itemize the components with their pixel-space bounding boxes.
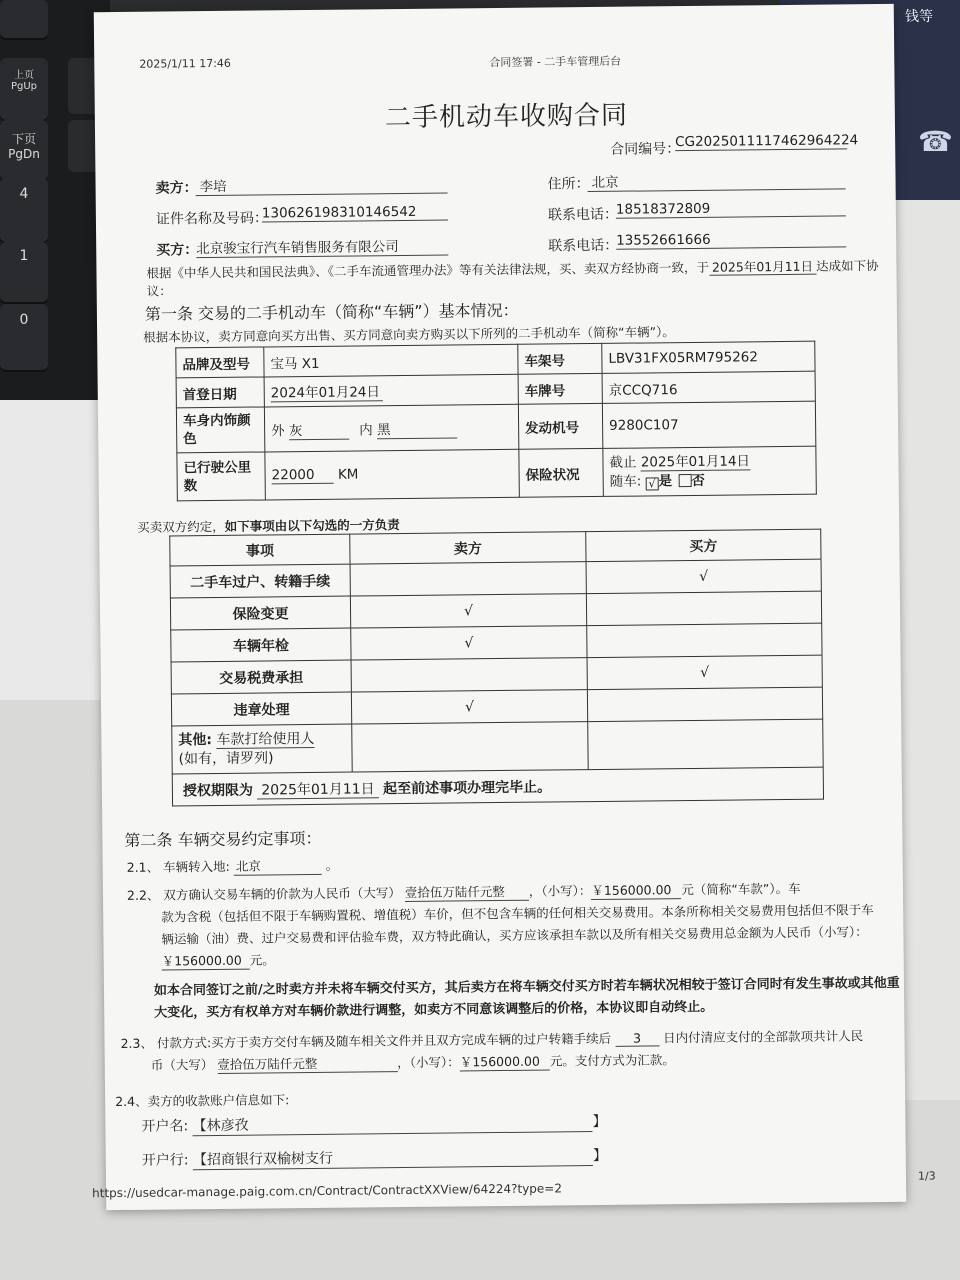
keyboard-key-4: 4 [0, 178, 48, 244]
bracket-open: 【 [192, 1118, 207, 1135]
buyer-phone-label: 联系电话： [548, 237, 619, 255]
color-label: 车身内饰颜色 [176, 407, 264, 453]
s21-row: 2.1、 车辆转入地: 北京 。 [126, 857, 339, 875]
s23-text-b: 日内付清应支付的全部款项共计人民 [663, 1028, 864, 1046]
s22-no: 2.2、 [126, 887, 160, 903]
mat-text-right: 钱等 [905, 9, 933, 25]
account-name-field [192, 1111, 592, 1136]
seller-name: 李培 [195, 173, 447, 197]
s22-upper: 壹拾伍万陆仟元整 [405, 882, 529, 902]
auth-tail: 起至前述事项办理完毕止。 [382, 778, 552, 797]
account-name-label: 开户名: [141, 1118, 189, 1135]
contract-no: CG2025011117462964224 [675, 132, 859, 151]
keyboard-key-0: 0 [0, 304, 48, 372]
keyboard-key-1: 1 [0, 242, 48, 304]
with-car-label: 随车: [609, 473, 642, 490]
seller-phone-label: 联系电话： [547, 206, 618, 224]
s23-text-c: 币（大写） [150, 1057, 214, 1073]
keyboard-key-pgdn: 下页 PgDn [0, 120, 48, 182]
s23-amount: ￥156000.00 [460, 1052, 550, 1072]
col-item-header: 事项 [170, 534, 350, 566]
color-cell [264, 404, 518, 452]
article-1-intro: 根据本协议，卖方同意向买方出售、买方同意向卖方购买以下所列的二手机动车（简称“车辆”）。 [143, 324, 675, 345]
col-seller-header: 卖方 [350, 532, 586, 564]
other-hint: (如有，请罗列) [178, 749, 274, 767]
vin-label: 车架号 [518, 343, 602, 374]
page-number: 1/3 [917, 1169, 936, 1183]
duties-table [169, 529, 824, 807]
bank-name: 招商银行双榆树支行 [206, 1150, 334, 1169]
insurance-until-row [609, 451, 809, 472]
mileage-label: 已行驶公里数 [177, 452, 265, 501]
print-site-title: 合同签署 - 二手车管理后台 [489, 54, 622, 70]
duty-item: 交易税费承担 [171, 660, 351, 694]
preamble-text-c: 议： [146, 283, 172, 299]
seller-id-no: 130626198310146542 [262, 204, 448, 223]
ext-color-prefix: 外 [271, 422, 285, 439]
seller-phone: 18518372809 [616, 199, 846, 218]
bracket-close: 】 [592, 1147, 608, 1165]
s23-days: 3 [615, 1030, 659, 1046]
duty-item: 车辆年检 [171, 628, 351, 662]
mileage-unit: KM [337, 466, 359, 483]
engine-value: 9280C107 [602, 401, 815, 448]
preamble [146, 256, 878, 282]
s22-small-label: ，（小写）： [528, 883, 592, 899]
table-row [176, 401, 815, 453]
bank-label: 开户行: [141, 1152, 189, 1169]
s22-total-row [162, 950, 275, 970]
other-seller-cell [352, 722, 588, 772]
other-line [178, 729, 345, 750]
duties-intro-b: 如下事项由以下勾选的一方负责 [224, 517, 400, 534]
preamble-text-a: 根据《中华人民共和国民法典》、《二手车流通管理办法》等有关法律法规，买、卖双方经协商一致，于 [146, 259, 710, 281]
other-buyer-cell [588, 719, 823, 769]
keyboard-key-pgup: 上页 PgUp [0, 58, 48, 122]
s23-row-2 [151, 1050, 675, 1074]
int-color-prefix: 内 [359, 421, 373, 438]
mileage-cell [265, 449, 519, 500]
buyer-name: 北京骏宝行汽车销售服务有限公司 [196, 235, 448, 259]
insurance-label: 保险状况 [519, 448, 603, 497]
adjustment-clause-1: 如本合同签订之前/之时卖方并未将车辆交付买方，其后卖方在将车辆交付买方时若车辆状况相较于签订合同时有发生事故或其他重 [153, 975, 900, 999]
id-label: 证件名称及号码： [155, 210, 269, 228]
s23-upper: 壹拾伍万陆仟元整 [217, 1053, 397, 1074]
vin-value: LBV31FX05RM795262 [602, 341, 815, 373]
authorization-cell [172, 767, 823, 806]
col-buyer-header: 买方 [586, 529, 821, 561]
table-row [177, 446, 816, 501]
insurance-until-label: 截止 [609, 454, 637, 471]
s22-total: ￥156000.00 [162, 951, 250, 971]
bank-row [142, 1145, 607, 1171]
reg-date-label: 首登日期 [176, 377, 264, 408]
s22-text-b: 元（简称“车款”）。车 [681, 880, 801, 898]
article-2-heading: 第二条 车辆交易约定事项： [124, 828, 322, 850]
contract-title: 二手机动车收购合同 [384, 100, 629, 134]
reg-date-value: 2024年01月24日 [271, 380, 383, 402]
s23-row-1 [120, 1026, 863, 1052]
contract-no-label: 合同编号： [610, 141, 681, 158]
seller-address: 北京 [587, 168, 845, 192]
insurance-until-date: 2025年01月14日 [640, 452, 751, 471]
s22-text-a: 双方确认交易车辆的价款为人民币（大写） [163, 885, 401, 903]
paper-underneath [0, 400, 100, 700]
print-datetime: 2025/1/11 17:46 [139, 56, 231, 71]
s23-small-label: ，（小写）： [397, 1054, 460, 1071]
s24-row [115, 1090, 289, 1110]
duty-buyer-check[interactable] [586, 591, 821, 625]
mileage-value: 22000 [272, 467, 334, 485]
address-label: 住所： [547, 176, 590, 193]
duty-seller-check[interactable] [351, 658, 587, 692]
no-label: 否 [691, 472, 705, 489]
s21-no: 2.1、 [126, 859, 160, 875]
seller-label: 卖方： [155, 180, 198, 197]
duty-buyer-check[interactable] [587, 687, 822, 721]
adjustment-clause-2: 大变化，买方有权单方对车辆价款进行调整，如卖方不同意该调整后的价格，本协议即自动终止。 [154, 999, 714, 1021]
yes-label: 是 [658, 472, 673, 489]
s24-no: 2.4、 [115, 1093, 148, 1110]
duty-buyer-check[interactable] [587, 623, 822, 657]
insurance-cell [603, 446, 816, 496]
no-checkbox[interactable] [678, 473, 691, 486]
brand-value: 宝马 X1 [264, 344, 518, 377]
bank-field [193, 1145, 593, 1170]
engine-label: 发动机号 [518, 403, 602, 449]
duty-item: 二手车过户、转籍手续 [170, 564, 350, 598]
plate-label: 车牌号 [518, 373, 602, 404]
s22-line-2: 款为含税（包括但不限于车辆购置税、增值税）车价，但不包含车辆的任何相关交易费用。本条所称相关交易费用包括但不限于车 [161, 902, 874, 925]
s21-value: 北京 [234, 856, 322, 876]
duty-seller-check[interactable]: √ [350, 594, 586, 628]
int-color-value: 黑 [377, 417, 457, 439]
duty-seller-check[interactable] [350, 562, 586, 596]
brand-label: 品牌及型号 [176, 347, 264, 378]
auth-date: 2025年01月11日 [257, 781, 378, 799]
duty-buyer-check[interactable]: √ [586, 559, 821, 593]
with-car-row [610, 470, 810, 491]
duty-item: 违章处理 [171, 692, 351, 726]
bracket-close: 】 [592, 1113, 607, 1131]
auth-label: 授权期限为 [182, 782, 253, 799]
plate-value: 京CCQ716 [602, 371, 815, 403]
keyboard-key [0, 0, 48, 40]
duties-intro-a: 买卖双方约定， [137, 518, 225, 535]
phone-icon: ☎ [918, 125, 953, 158]
s23-tail: 元。支付方式为汇款。 [549, 1052, 675, 1069]
other-value: 车款打给使用人 [216, 730, 315, 748]
print-url: https://usedcar-manage.paig.com.cn/Contract/ContractXXView/64224?type=2 [92, 1181, 563, 1201]
buyer-phone: 13552661666 [616, 230, 846, 249]
article-1-heading: 第一条 交易的二手机动车（简称“车辆”）基本情况： [144, 300, 519, 324]
duty-seller-check[interactable]: √ [351, 626, 587, 660]
s22-total-unit: 元。 [249, 952, 275, 968]
preamble-date: 2025年01月11日 [709, 259, 816, 276]
other-label: 其他: [178, 731, 213, 748]
buyer-label: 买方： [156, 242, 199, 259]
bracket-open: 【 [192, 1152, 208, 1169]
duty-seller-check[interactable]: √ [351, 690, 587, 724]
duty-item: 保险变更 [170, 596, 350, 630]
s21-label: 车辆转入地: [163, 858, 230, 875]
yes-checkbox[interactable]: √ [646, 477, 659, 490]
reg-date-cell [264, 374, 518, 407]
table-row [172, 767, 823, 806]
s22-line-3: 辆运输（油）费、过户交易费和评估验车费，双方特此确认，买方应该承担车款以及所有相关交易费用总金额为人民币（小写）： [161, 924, 868, 947]
account-name: 林彦孜 [206, 1117, 249, 1135]
ext-color-value: 灰 [289, 418, 349, 440]
s23-no: 2.3、 [120, 1035, 154, 1051]
preamble-text-b: 达成如下协 [816, 258, 879, 274]
table-row [172, 719, 823, 774]
s24-label: 卖方的收款账户信息如下: [147, 1092, 290, 1109]
s22-amount: ￥156000.00 [591, 880, 681, 900]
other-cell [172, 724, 352, 774]
s23-text-a: 付款方式:买方于卖方交付车辆及随车相关文件并且双方完成车辆的过户转籍手续后 [156, 1030, 612, 1051]
account-name-row [141, 1111, 606, 1137]
duty-buyer-check[interactable]: √ [587, 655, 822, 689]
vehicle-info-table [175, 341, 817, 502]
